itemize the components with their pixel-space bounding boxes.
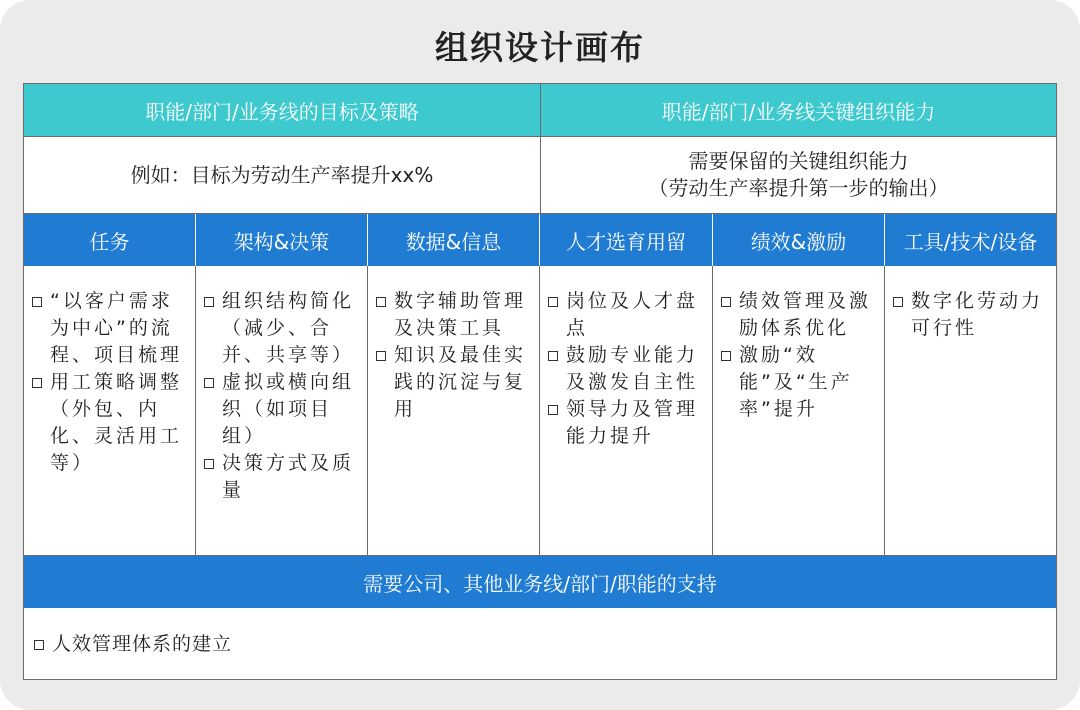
divider: [539, 266, 540, 556]
page-title: 组织设计画布: [435, 28, 645, 67]
goals-strategy-header: 职能/部门/业务线的目标及策略: [24, 84, 540, 136]
checkbox-icon: [34, 640, 44, 650]
divider: [24, 136, 1056, 137]
category-header-data-info: 数据&信息: [368, 214, 539, 266]
divider: [540, 84, 541, 214]
support-body: [24, 609, 1056, 679]
key-capability-header: 职能/部门/业务线关键组织能力: [541, 84, 1056, 136]
checkbox-icon: [548, 297, 558, 307]
checkbox-icon: [548, 351, 558, 361]
list-item: 人效管理体系的建立: [34, 631, 232, 658]
checkbox-icon: [204, 297, 214, 307]
list-item: 绩效管理及激励体系优化: [721, 288, 878, 342]
list-item: “以客户需求为中心”的流程、项目梳理: [32, 288, 189, 369]
checkbox-icon: [548, 405, 558, 415]
column-talent: [540, 266, 712, 554]
column-tasks: [24, 266, 195, 554]
checkbox-icon: [32, 297, 42, 307]
capability-example-line2: （劳动生产率提升第一步的输出）: [648, 176, 949, 200]
divider: [712, 214, 713, 266]
list-item: 鼓励专业能力及激发自主性: [548, 342, 706, 396]
category-header-talent: 人才选育用留: [540, 214, 712, 266]
checkbox-icon: [376, 351, 386, 361]
list-item: 决策方式及质量: [204, 450, 361, 504]
list-item: 岗位及人才盘点: [548, 288, 706, 342]
divider: [195, 266, 196, 556]
goal-example: 例如：目标为劳动生产率提升xx%: [24, 137, 540, 213]
list-item: 数字化劳动力可行性: [893, 288, 1050, 342]
list-item: 组织结构简化（减少、合并、共享等）: [204, 288, 361, 369]
capability-example-line1: 需要保留的关键组织能力: [688, 149, 909, 173]
list-item: 数字辅助管理及决策工具: [376, 288, 533, 342]
column-data-info: [368, 266, 539, 554]
support-header: 需要公司、其他业务线/部门/职能的支持: [24, 556, 1056, 608]
category-header-tasks: 任务: [24, 214, 195, 266]
category-header-tools-tech: 工具/技术/设备: [885, 214, 1056, 266]
category-header-performance-incentive: 绩效&激励: [713, 214, 884, 266]
checkbox-icon: [204, 378, 214, 388]
checkbox-icon: [893, 297, 903, 307]
column-structure-decision: [196, 266, 367, 554]
list-item: 领导力及管理能力提升: [548, 396, 706, 450]
checkbox-icon: [376, 297, 386, 307]
divider: [195, 214, 196, 266]
divider: [24, 213, 1056, 214]
checkbox-icon: [721, 351, 731, 361]
list-item: 知识及最佳实践的沉淀与复用: [376, 342, 533, 423]
divider: [712, 266, 713, 556]
divider: [884, 266, 885, 556]
design-canvas-table: [23, 83, 1057, 680]
list-item: 虚拟或横向组织（如项目组）: [204, 369, 361, 450]
checkbox-icon: [721, 297, 731, 307]
checkbox-icon: [32, 378, 42, 388]
list-item: 用工策略调整（外包、内化、灵活用工等）: [32, 369, 189, 477]
divider: [884, 214, 885, 266]
category-header-structure-decision: 架构&决策: [196, 214, 367, 266]
divider: [539, 214, 540, 266]
divider: [367, 214, 368, 266]
divider: [367, 266, 368, 556]
checkbox-icon: [204, 459, 214, 469]
list-item: 激励“效能”及“生产率”提升: [721, 342, 878, 423]
column-tools-tech: [885, 266, 1056, 554]
column-performance-incentive: [713, 266, 884, 554]
divider: [24, 555, 1056, 556]
capability-example: [541, 137, 1056, 213]
